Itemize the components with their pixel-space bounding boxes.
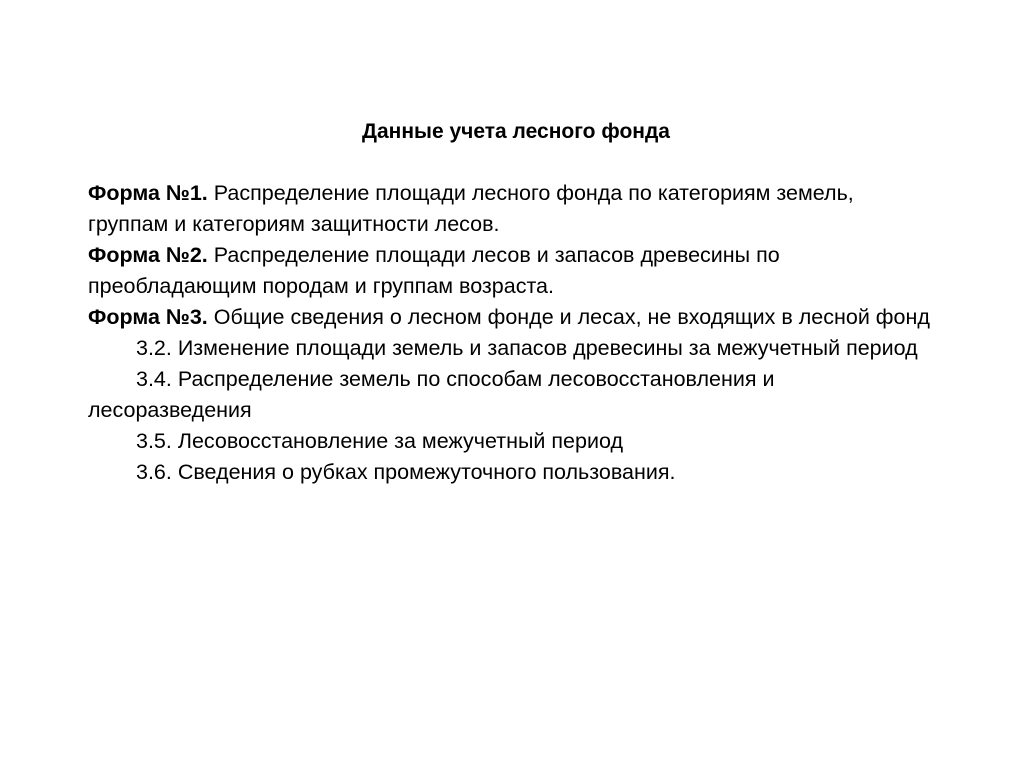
form-1-label: Форма №1. xyxy=(88,181,208,205)
form-3-label: Форма №3. xyxy=(88,305,208,329)
form-2-label: Форма №2. xyxy=(88,243,208,267)
slide-title: Данные учета лесного фонда xyxy=(362,120,670,143)
subitem-3-4: 3.4. Распределение земель по способам лесовосстановления и лесоразведения xyxy=(88,367,775,422)
form-3-text: Общие сведения о лесном фонде и лесах, не входящих в лесной фонд xyxy=(213,305,930,329)
form-2-text: Распределение площади лесов и запасов древесины по преобладающим породам и группам возраста. xyxy=(88,243,780,298)
subitem-3-5: 3.5. Лесовосстановление за межучетный период xyxy=(136,429,623,453)
form-1-paragraph xyxy=(88,178,938,240)
subitem-3-2: 3.2. Изменение площади земель и запасов древесины за межучетный период xyxy=(136,336,918,360)
form-1-text: Распределение площади лесного фонда по категориям земель, группам и категориям защитности лесов. xyxy=(88,181,854,236)
subitem-3-6: 3.6. Сведения о рубках промежуточного пользования. xyxy=(136,460,676,484)
form-2-paragraph xyxy=(88,240,938,302)
form-3-paragraph xyxy=(88,302,938,333)
slide-content xyxy=(88,178,938,488)
